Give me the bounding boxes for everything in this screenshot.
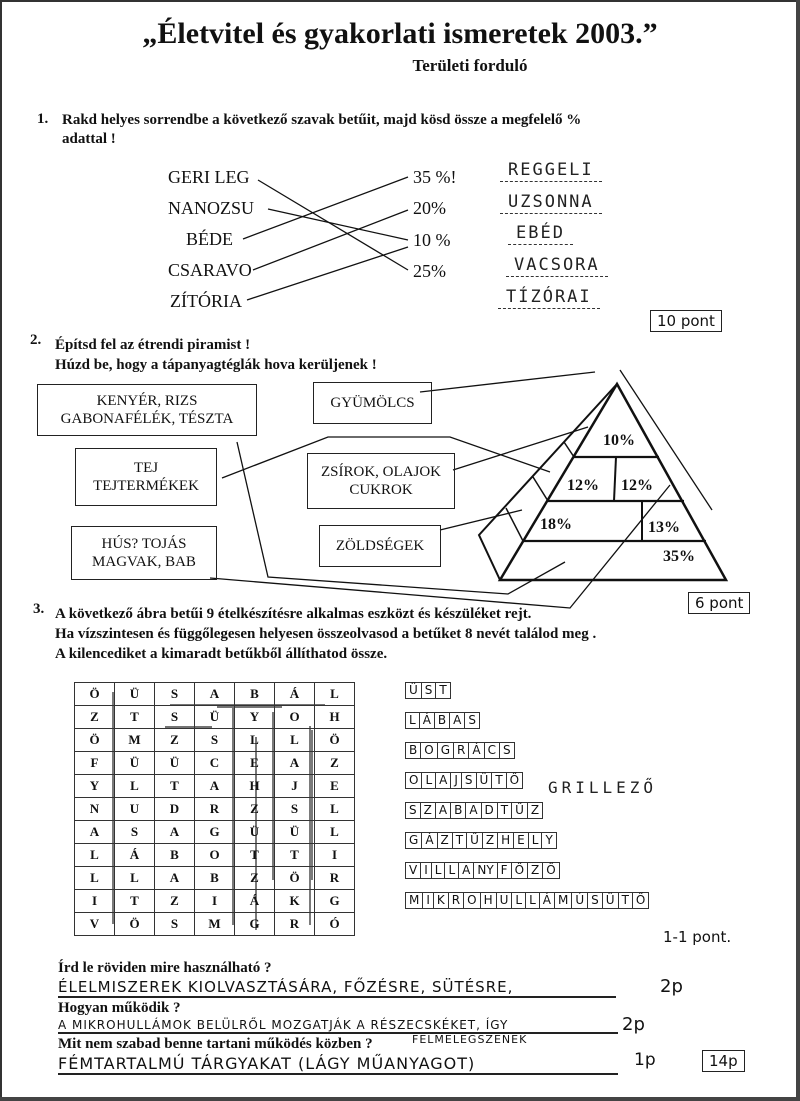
letter-box: T (453, 832, 467, 849)
grid-cell: Z (155, 890, 195, 913)
grid-cell: L (75, 844, 115, 867)
grid-cell: S (195, 729, 235, 752)
grid-row (75, 844, 355, 867)
letter-box: A (436, 802, 451, 819)
grid-row (75, 867, 355, 890)
grid-row (75, 706, 355, 729)
letter-box: Ő (512, 862, 528, 879)
grid-cell: Á (235, 890, 275, 913)
grid-cell: Ö (75, 729, 115, 752)
grid-cell: I (195, 890, 235, 913)
letter-box: H (498, 832, 514, 849)
grid-cell: L (275, 729, 315, 752)
answer-field[interactable]: TÍZÓRAI (498, 287, 600, 309)
grid-cell: A (155, 821, 195, 844)
percent-label: 10 % (413, 230, 451, 250)
question-how-works: Hogyan működik ? (58, 1000, 181, 1016)
letter-box: O (421, 742, 437, 759)
food-box-line: TEJTERMÉKEK (93, 478, 199, 494)
letter-box: B (405, 742, 421, 759)
grid-cell: L (115, 867, 155, 890)
match-line-csaravo (253, 210, 408, 270)
pyramid-level-label: 12% (567, 477, 599, 494)
percent-label: 20% (413, 198, 446, 218)
grid-cell: T (275, 844, 315, 867)
letter-box: Ő (633, 892, 649, 909)
letter-box: T (492, 772, 506, 789)
grid-cell: S (155, 706, 195, 729)
grid-cell: Ü (275, 821, 315, 844)
grid-cell: I (315, 844, 355, 867)
letter-box: Á (420, 712, 435, 729)
letter-box: G (438, 742, 454, 759)
grid-cell: Ö (275, 867, 315, 890)
q1-text-line1: Rakd helyes sorrendbe a következő szavak betűit, majd kösd össze a megfelelő % (62, 112, 582, 128)
q1-number: 1. (37, 111, 49, 127)
q1-text-line2: adattal ! (62, 131, 116, 147)
food-box-meat[interactable] (71, 526, 217, 580)
grid-cell: G (235, 913, 275, 936)
found-word[interactable] (405, 712, 480, 729)
letter-box: L (422, 772, 436, 789)
letter-grid (74, 682, 355, 936)
grid-cell: Ö (75, 683, 115, 706)
grid-row (75, 821, 355, 844)
letter-box: T (436, 682, 450, 699)
scrambled-word: CSARAVO (168, 260, 252, 280)
grid-cell: S (155, 683, 195, 706)
document-title: „Életvitel és gyakorlati ismeretek 2003.” (142, 17, 658, 50)
match-line-zitoria (247, 247, 408, 300)
letter-box: Á (422, 832, 437, 849)
q2-text-line1: Építsd fel az étrendi piramist ! (55, 337, 251, 353)
grid-cell: R (315, 867, 355, 890)
letter-box: A (466, 802, 481, 819)
pyramid-level-label: 18% (540, 516, 572, 533)
food-box-line: ZSÍROK, OLAJOK (321, 464, 441, 480)
grid-cell: J (275, 775, 315, 798)
food-box-fruit[interactable] (313, 382, 432, 424)
grid-cell: A (195, 683, 235, 706)
grid-cell: A (275, 752, 315, 775)
percent-label: 25% (413, 261, 446, 281)
grid-cell: Y (235, 706, 275, 729)
food-box-line: MAGVAK, BAB (92, 554, 196, 570)
food-box-line: KENYÉR, RIZS (96, 393, 198, 409)
letter-box: Ü (477, 772, 493, 789)
found-word[interactable] (405, 802, 543, 819)
food-box-vegetables[interactable] (319, 525, 441, 567)
letter-box: U (497, 892, 513, 909)
letter-box: S (405, 802, 421, 819)
letter-box: F (498, 862, 512, 879)
food-box-line: GYÜMÖLCS (330, 395, 415, 411)
grid-cell: L (315, 821, 355, 844)
grid-cell: K (275, 890, 315, 913)
letter-box: Ü (603, 892, 619, 909)
letter-box: V (405, 862, 421, 879)
grid-cell: N (75, 798, 115, 821)
question-usage: Írd le röviden mire használható ? (58, 960, 272, 976)
percent-label: 35 %! (413, 167, 457, 187)
question-forbidden: Mit nem szabad benne tartani működés közben ? (58, 1036, 373, 1052)
found-word[interactable] (405, 832, 557, 849)
total-score-box: 14p (702, 1050, 745, 1072)
grid-cell: Z (155, 729, 195, 752)
letter-box: Z (528, 862, 543, 879)
letter-box: Ő (507, 772, 523, 789)
grid-cell: Ü (195, 706, 235, 729)
grid-cell: A (195, 775, 235, 798)
points-how-works: 2p (622, 1014, 645, 1035)
connector-gyumolcs (420, 372, 595, 392)
pyramid-level-label: 13% (648, 519, 680, 536)
grid-cell: Á (115, 844, 155, 867)
letter-box: Ü (405, 682, 422, 699)
letter-box: B (435, 712, 450, 729)
letter-box: I (423, 892, 434, 909)
grid-cell: Á (275, 683, 315, 706)
grid-cell: Ó (315, 913, 355, 936)
grid-cell: B (195, 867, 235, 890)
letter-box: A (436, 772, 451, 789)
food-box-line: CUKROK (349, 482, 413, 498)
letter-box: G (405, 832, 422, 849)
food-box-line: TEJ (133, 460, 159, 476)
grid-cell: C (195, 752, 235, 775)
grid-cell: H (315, 706, 355, 729)
points-usage: 2p (660, 976, 683, 997)
letter-box: NY (474, 862, 497, 879)
match-line-nanozsu (268, 209, 408, 240)
letter-box: Ú (572, 892, 588, 909)
q3-text-line2: Ha vízszintesen és függőlegesen helyesen összeolvasod a betűket 8 nevét találod meg . (55, 626, 597, 642)
grid-cell: S (275, 798, 315, 821)
grid-cell: Z (315, 752, 355, 775)
grid-cell: Ö (115, 913, 155, 936)
grid-cell: F (75, 752, 115, 775)
letter-box: B (451, 802, 466, 819)
food-box-dairy[interactable] (75, 448, 217, 506)
grid-cell: Ü (235, 821, 275, 844)
grid-row (75, 913, 355, 936)
food-box-grains[interactable] (37, 384, 257, 436)
grid-cell: L (235, 729, 275, 752)
grid-cell: E (235, 752, 275, 775)
q3-text-line3: A kilencediket a kimaradt betűkből állíthatod össze. (55, 646, 388, 662)
letter-box: M (405, 892, 423, 909)
connector-zoldsegek (440, 510, 522, 530)
grid-cell: Ü (115, 752, 155, 775)
q2-number: 2. (30, 332, 42, 348)
letter-box: T (619, 892, 633, 909)
letter-box: Ű (512, 802, 528, 819)
answer-field[interactable]: EBÉD (508, 223, 573, 245)
grid-cell: L (315, 798, 355, 821)
grid-cell: R (195, 798, 235, 821)
scrambled-word: GERI LEG (168, 167, 250, 187)
letter-box: Z (483, 832, 498, 849)
grid-cell: L (315, 683, 355, 706)
grid-row (75, 890, 355, 913)
found-word[interactable] (405, 862, 560, 879)
answer-forbidden[interactable]: FÉMTARTALMÚ TÁRGYAKAT (LÁGY MŰANYAGOT) (58, 1054, 618, 1075)
found-word[interactable] (405, 772, 523, 789)
q2-text-line2: Húzd be, hogy a tápanyagtéglák hova kerüljenek ! (55, 357, 377, 373)
letter-box: S (465, 712, 480, 729)
grid-cell: S (115, 821, 155, 844)
letter-box: T (498, 802, 512, 819)
letter-box: D (482, 802, 498, 819)
answer-how-works[interactable]: A MIKROHULLÁMOK BELÜLRŐL MOZGATJÁK A RÉSZECSKÉKET, ÍGY (58, 1018, 618, 1034)
grid-cell: B (155, 844, 195, 867)
letter-box: Z (528, 802, 543, 819)
grid-cell: T (155, 775, 195, 798)
grid-cell: Ö (315, 729, 355, 752)
letter-box: L (405, 712, 420, 729)
document-subtitle: Területi forduló (412, 56, 528, 75)
grid-row (75, 798, 355, 821)
pyramid-level-label: 12% (621, 477, 653, 494)
q1-score-box: 10 pont (650, 310, 722, 332)
letter-box: Y (542, 832, 556, 849)
answer-field[interactable]: VACSORA (506, 255, 608, 277)
letter-box: L (526, 892, 540, 909)
extra-word: GRILLEZŐ (548, 778, 658, 797)
letter-box: S (500, 742, 515, 759)
letter-box: S (422, 682, 437, 699)
letter-box: I (421, 862, 432, 879)
grid-row (75, 729, 355, 752)
grid-cell: S (155, 913, 195, 936)
points-forbidden: 1p (634, 1050, 656, 1070)
letter-box: L (512, 892, 526, 909)
letter-box: J (451, 772, 462, 789)
grid-cell: Z (75, 706, 115, 729)
letter-box: Ű (467, 832, 483, 849)
grid-cell: D (155, 798, 195, 821)
food-box-line: HÚS? TOJÁS (101, 536, 187, 552)
letter-box: A (459, 862, 474, 879)
letter-box: H (481, 892, 497, 909)
scrambled-word: ZÍTÓRIA (170, 291, 242, 311)
grid-row (75, 775, 355, 798)
found-word[interactable] (405, 682, 451, 699)
scrambled-word: NANOZSU (168, 198, 255, 218)
grid-cell: L (115, 775, 155, 798)
grid-cell: G (195, 821, 235, 844)
letter-box: L (445, 862, 459, 879)
letter-box: O (464, 892, 480, 909)
grid-cell: O (195, 844, 235, 867)
grid-cell: T (115, 890, 155, 913)
letter-box: Á (540, 892, 555, 909)
food-box-line: GABONAFÉLÉK, TÉSZTA (60, 411, 234, 427)
grid-cell: T (115, 706, 155, 729)
grid-cell: T (235, 844, 275, 867)
grid-cell: Z (235, 867, 275, 890)
grid-cell: U (115, 798, 155, 821)
grid-cell: O (275, 706, 315, 729)
grid-cell: I (75, 890, 115, 913)
found-word[interactable] (405, 892, 649, 909)
grid-cell: Ü (155, 752, 195, 775)
letter-box: M (555, 892, 572, 909)
answer-field[interactable]: UZSONNA (500, 192, 602, 214)
grid-cell: L (75, 867, 115, 890)
letter-box: A (450, 712, 465, 729)
letter-box: Á (469, 742, 484, 759)
answer-forbidden-extra: FELMELEGSZENEK (412, 1033, 528, 1046)
grid-cell: E (315, 775, 355, 798)
grid-cell: B (235, 683, 275, 706)
letter-box: Z (438, 832, 453, 849)
food-box-fats[interactable] (307, 453, 455, 509)
letter-box: R (454, 742, 469, 759)
grid-cell: V (75, 913, 115, 936)
grid-cell: G (315, 890, 355, 913)
food-box-line: ZÖLDSÉGEK (335, 538, 425, 554)
grid-cell: M (195, 913, 235, 936)
letter-box: L (432, 862, 446, 879)
letter-box: Ő (543, 862, 559, 879)
grid-cell: M (115, 729, 155, 752)
scrambled-word: BÉDE (186, 229, 233, 249)
grid-cell: R (275, 913, 315, 936)
grid-cell: A (75, 821, 115, 844)
letter-box: Z (421, 802, 436, 819)
letter-box: E (514, 832, 529, 849)
grid-cell: Y (75, 775, 115, 798)
grid-cell: Ü (115, 683, 155, 706)
letter-box: O (405, 772, 422, 789)
pyramid-level-label: 35% (663, 548, 695, 565)
grid-cell: A (155, 867, 195, 890)
q3-number: 3. (33, 601, 45, 617)
letter-box: S (462, 772, 477, 789)
q3-text-line1: A következő ábra betűi 9 ételkészítésre alkalmas eszközt és készüléket rejt. (55, 606, 532, 622)
pyramid-level-label: 10% (603, 432, 635, 449)
letter-box: R (449, 892, 464, 909)
answer-usage[interactable]: ÉLELMISZEREK KIOLVASZTÁSÁRA, FŐZÉSRE, SÜTÉSRE, (58, 978, 616, 998)
letter-box: K (434, 892, 449, 909)
q2-score-box: 6 pont (688, 592, 750, 614)
found-word[interactable] (405, 742, 515, 759)
answer-field[interactable]: REGGELI (500, 160, 602, 182)
q3-score: 1-1 pont. (663, 928, 732, 946)
letter-box: S (588, 892, 603, 909)
grid-cell: Z (235, 798, 275, 821)
grid-cell: H (235, 775, 275, 798)
letter-box: L (529, 832, 543, 849)
grid-row (75, 752, 355, 775)
letter-box: C (485, 742, 500, 759)
grid-row (75, 683, 355, 706)
